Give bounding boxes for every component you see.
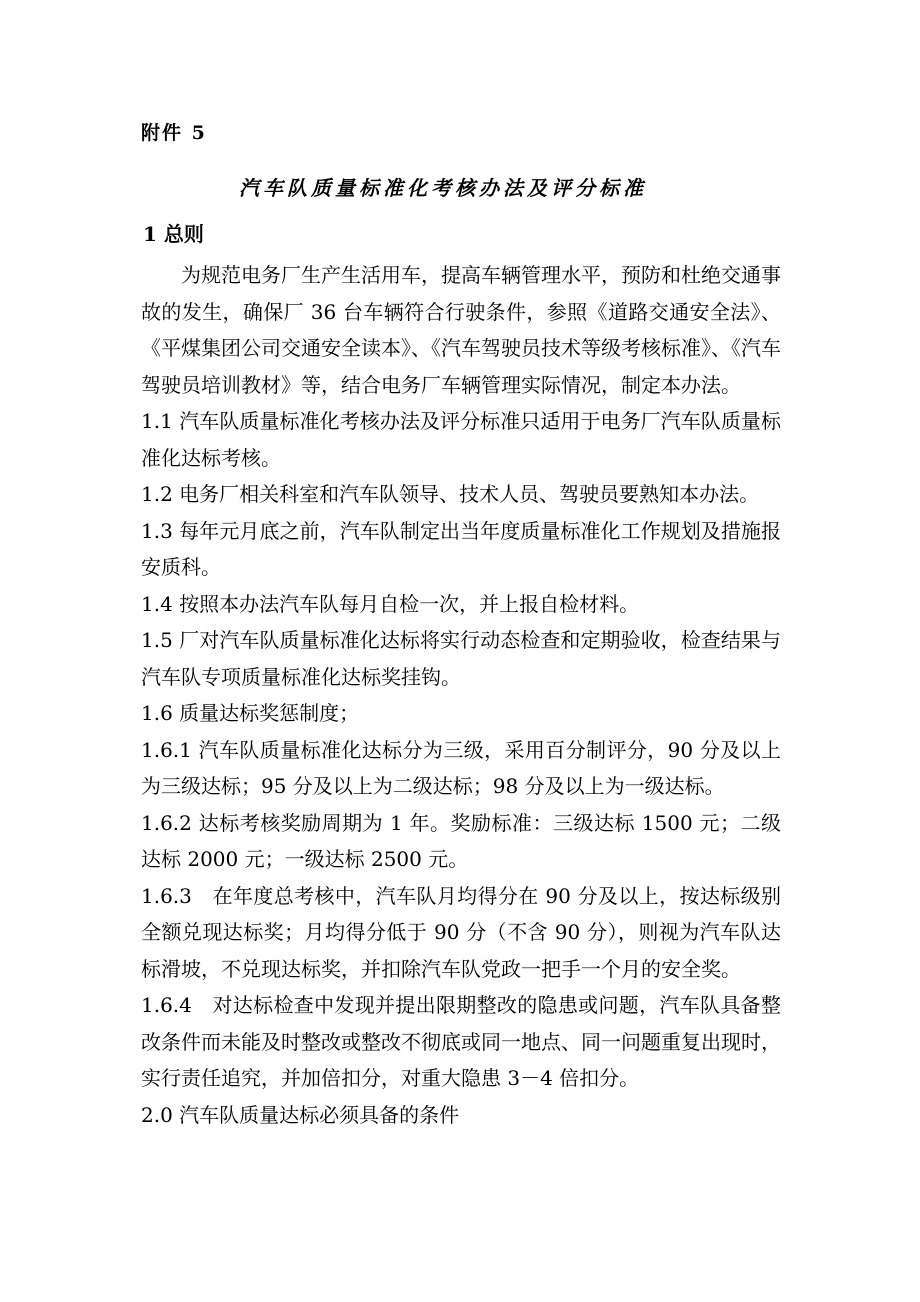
clause-1-6: 1.6 质量达标奖惩制度； xyxy=(141,701,360,725)
clause-1-1: 1.1 汽车队质量标准化考核办法及评分标准只适用于电务厂汽车队质量标准化达标考核。 xyxy=(141,409,781,470)
clause-1-2: 1.2 电务厂相关科室和汽车队领导、技术人员、驾驶员要熟知本办法。 xyxy=(141,482,760,506)
clause-1-6-3: 1.6.3 在年度总考核中，汽车队月均得分在 90 分及以上，按达标级别全额兑现达标奖；月均得分低于 90 分（不含 90 分），则视为汽车队达标滑坡，不兑现达标奖，并扣除汽车队党政一把手一个月的安全奖。 xyxy=(141,883,781,981)
attachment-label: 附件 5 xyxy=(141,122,207,144)
document-title: 汽车队质量标准化考核办法及评分标准 xyxy=(239,176,647,200)
section-heading: 1 总则 xyxy=(143,222,204,246)
clause-1-4: 1.4 按照本办法汽车队每月自检一次，并上报自检材料。 xyxy=(141,591,640,616)
clause-1-5: 1.5 厂对汽车队质量标准化达标将实行动态检查和定期验收，检查结果与汽车队专项质量标准化达标奖挂钩。 xyxy=(141,628,781,689)
clause-1-6-4: 1.6.4 对达标检查中发现并提出限期整改的隐患或问题，汽车队具备整改条件而未能及时整改或整改不彻底或同一地点、同一问题重复出现时，实行责任追究，并加倍扣分，对重大隐患 3－4 倍扣分。 xyxy=(141,993,781,1090)
document-body xyxy=(141,257,781,1133)
clause-2-0: 2.0 汽车队质量达标必须具备的条件 xyxy=(141,1102,460,1127)
clause-1-6-2: 1.6.2 达标考核奖励周期为 1 年。奖励标准：三级达标 1500 元；二级达标 2000 元；一级达标 2500 元。 xyxy=(141,810,781,871)
clause-1-6-1: 1.6.1 汽车队质量标准化达标分为三级，采用百分制评分，90 分及以上为三级达标；95 分及以上为二级达标；98 分及以上为一级达标。 xyxy=(141,737,781,798)
intro-paragraph: 为规范电务厂生产生活用车，提高车辆管理水平，预防和杜绝交通事故的发生，确保厂 36 台车辆符合行驶条件，参照《道路交通安全法》、《平煤集团公司交通安全读本》、《汽车驾驶员技术等级考核标准》、《汽车驾驶员培训教材》等，结合电务厂车辆管理实际情况，制定本办法。 xyxy=(141,263,781,397)
clause-1-3: 1.3 每年元月底之前，汽车队制定出当年度质量标准化工作规划及措施报安质科。 xyxy=(141,518,781,579)
